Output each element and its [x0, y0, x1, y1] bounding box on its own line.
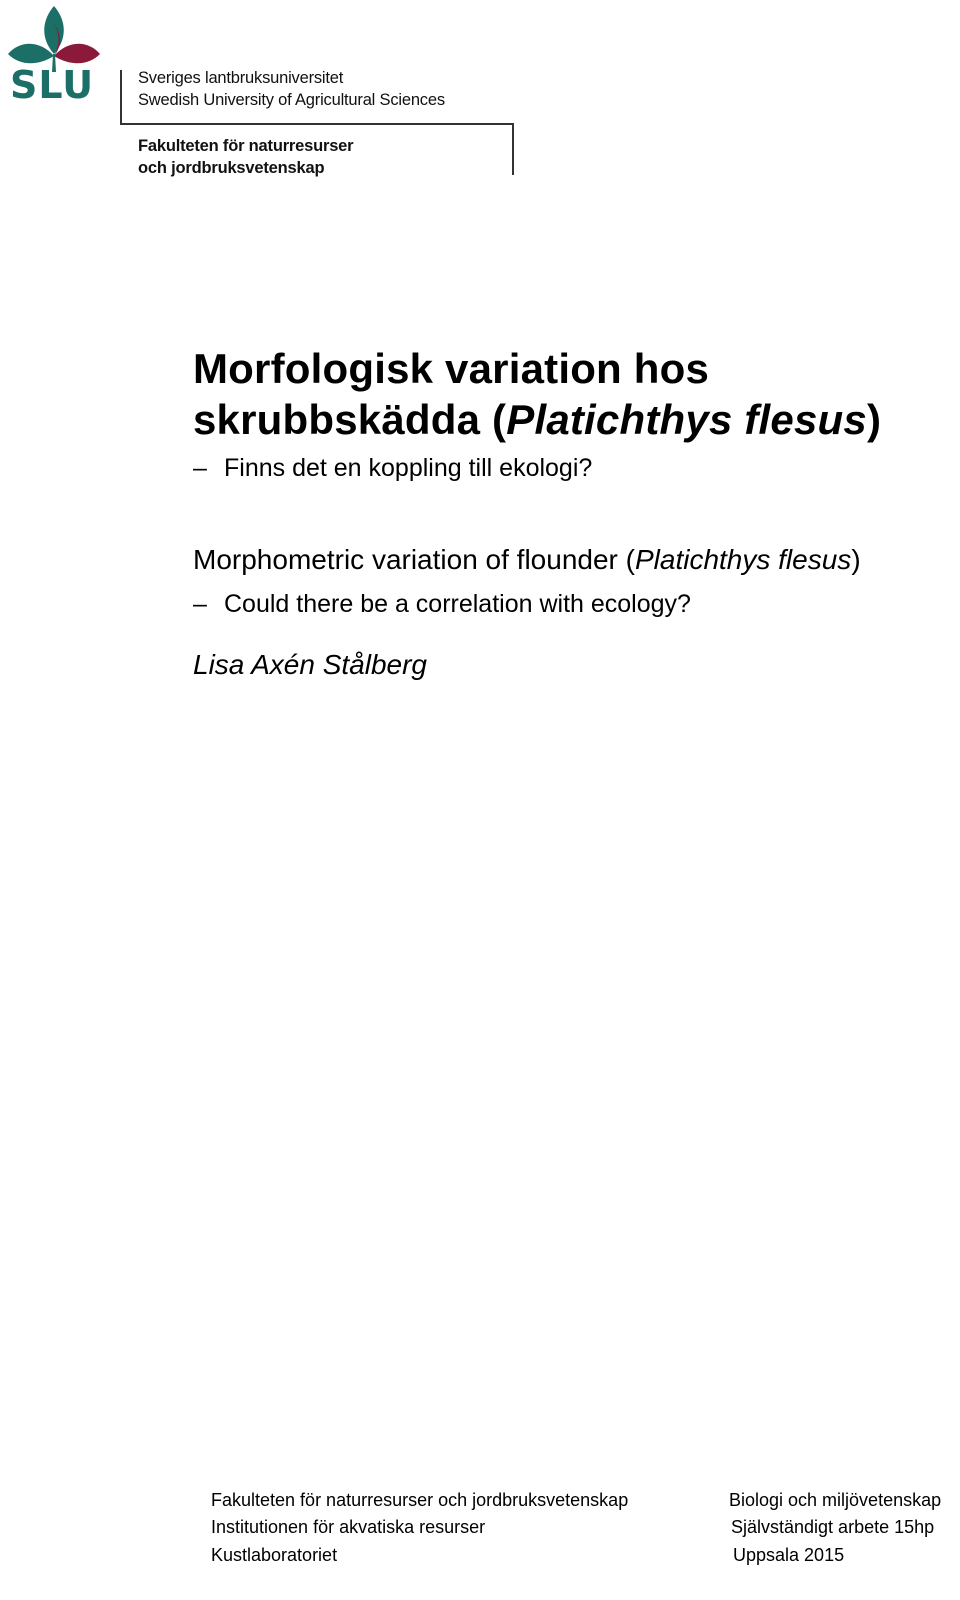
header-divider-vertical-right [512, 123, 514, 175]
title-swedish-line2 [193, 396, 882, 443]
species-name-italic: Platichthys flesus [506, 396, 867, 443]
title-swedish-line2-plain: skrubbskädda ( [193, 396, 507, 443]
footer-department: Kustlaboratoriet [211, 1545, 338, 1565]
subtitle-swedish-dash: – [193, 454, 207, 482]
title-english-plain: Morphometric variation of flounder ( [193, 544, 635, 575]
footer-faculty: Fakulteten för naturresurser och jordbruksvetenskap [211, 1490, 629, 1510]
footer-institution: Institutionen för akvatiska resurser [211, 1517, 486, 1537]
faculty-name-line2: och jordbruksvetenskap [138, 159, 325, 177]
title-swedish-line2-end: ) [866, 396, 882, 443]
footer-thesis-type: Självständigt arbete 15hp [731, 1517, 935, 1537]
footer-place-year: Uppsala 2015 [733, 1545, 845, 1565]
subtitle-english: Could there be a correlation with ecology? [224, 590, 691, 618]
header-divider-vertical [120, 70, 122, 125]
university-name-swedish: Sveriges lantbruksuniversitet [138, 69, 344, 87]
footer-programme: Biologi och miljövetenskap [729, 1490, 942, 1510]
species-name-english-italic: Platichthys flesus [634, 544, 852, 575]
title-swedish-line1: Morfologisk variation hos [193, 345, 710, 392]
subtitle-english-dash: – [193, 590, 207, 618]
author-name: Lisa Axén Stålberg [193, 649, 427, 680]
subtitle-swedish: Finns det en koppling till ekologi? [224, 454, 593, 482]
faculty-name-line1: Fakulteten för naturresurser [138, 137, 354, 155]
university-name-english: Swedish University of Agricultural Sciences [138, 91, 445, 109]
header-divider-horizontal [120, 123, 513, 125]
title-english [193, 546, 861, 574]
slu-wordmark: SLU [10, 63, 95, 107]
title-english-end: ) [851, 544, 861, 575]
